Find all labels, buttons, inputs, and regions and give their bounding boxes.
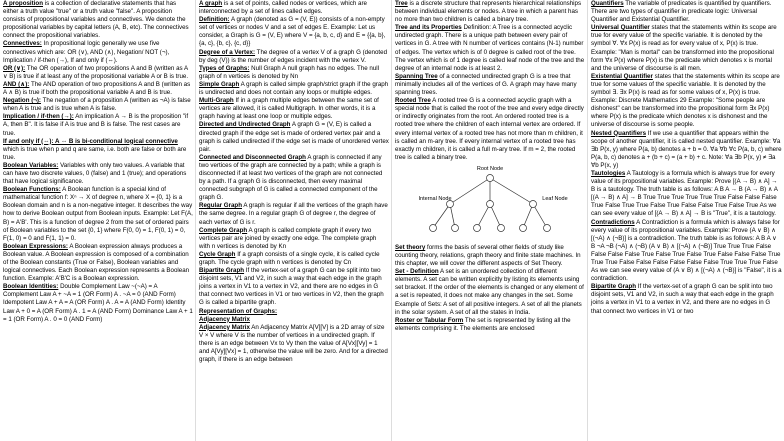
paragraph-heading: Bipartite Graph <box>591 283 637 291</box>
paragraph <box>591 73 782 130</box>
paragraph <box>395 73 585 97</box>
paragraph-text: A graph is regular if all the vertices of the graph have the same degree. In a regular graph G of degree r, the degree of each vertex of G is r. <box>199 202 388 226</box>
tree-leaf-node <box>474 224 481 231</box>
paragraph-heading: A proposition <box>3 0 43 7</box>
paragraph <box>199 202 389 226</box>
paragraph-text: A graph G = (V, E) is called a directed graph if the edge set is made of ordered vertex pair and a graph is called undirected if the edge set is made of unordered vertex pair. <box>199 121 389 153</box>
tree-edge <box>533 204 547 228</box>
paragraph-text: The negation of a proposition A (written as ¬A) is false when A is true and is true when A is false. <box>3 97 191 113</box>
paragraph-heading: Set theory <box>395 243 426 251</box>
paragraph-heading: Multi-Graph <box>199 97 234 105</box>
internal-node-label: Internal Node <box>418 195 452 202</box>
tree-edge <box>433 204 450 228</box>
paragraph-text: An implication A → B is the proposition "if A, then B". It is false if A is true and B is false. The rest cases are true. <box>3 113 189 137</box>
tree-internal-node <box>487 200 494 207</box>
paragraph-heading: A graph <box>199 0 223 7</box>
paragraph <box>3 186 193 243</box>
paragraph-text: is a set of points, called nodes or vertices, which are interconnected by a set of lines called edges. <box>199 0 367 16</box>
root-node-label: Root Node <box>476 165 504 172</box>
paragraph-text: states that the statements within its scope are true for every value of the specific variable. It is denoted by the symbol ∀. ∀x P(x) is read as for every value of x, P(x) is true. Example: "Man is mortal" can be transformed into the propositional form ∀x P(x) where P(x) is the predicate which denotes x is mortal and the universe of discourse is all men. <box>591 24 777 72</box>
paragraph <box>591 283 782 315</box>
paragraph <box>199 81 389 97</box>
paragraph-heading: Boolean Expressions: <box>3 242 68 250</box>
tree-diagram <box>415 164 568 242</box>
column-trees-and-sets <box>392 0 588 441</box>
paragraph <box>199 308 389 316</box>
paragraph-text: The variable of predicates is quantified by quantifiers. There are two types of quantifier in predicate logic: Universal Quantifier and Existential Quantifier. <box>591 0 772 24</box>
paragraph-text: is a discrete structure that represents hierarchical relationships between individual elements or nodes. A tree in which a parent has no more than two children is called a binary tree. <box>395 0 582 24</box>
paragraph-heading: Bipartite Graph <box>199 267 245 275</box>
paragraph-text: forms the basis of several other fields of study like counting theory, relations, graph theory and finite state machines. In this chapter, we will cover the different aspects of Set Theory. <box>395 243 581 268</box>
paragraph-heading: Rooted Tree <box>395 97 431 105</box>
paragraph-text: An Adjacency Matrix A[V][V] is a 2D array of size V × V where V is the number of vertices in a undirected graph. If there is an edge between Vx to Vy then the value of A[Vx][Vy] = 1 and A[Vy][Vx] = 1, otherwise the value will be zero. And for a directed graph, if there is an edge between <box>199 323 388 364</box>
paragraph-text: states that the statements within its scope are true for some values of the specific variable. It is denoted by the symbol ∃. ∃x P(x) is read as for some values of x, P(x) is true. Example: Discrete Mathematics 29 Example: "Some people are dishonest" can be transformed into the propositional form ∃x P(x) where P(x) is the predicate which denotes x is dishonest and the universe of discourse is some people. <box>591 72 780 129</box>
leaf-node-label: Leaf Node <box>542 195 568 202</box>
paragraph-heading: Connected and Disconnected Graph <box>199 153 306 161</box>
paragraph <box>395 97 585 162</box>
tree-edge <box>523 204 533 228</box>
paragraph-text: The set is represented by listing all the elements comprising it. The elements are enclosed <box>395 316 571 332</box>
tree-internal-node <box>530 200 537 207</box>
paragraph-heading: Existential Quantifier <box>591 72 653 80</box>
paragraph-heading: OR (∨): <box>3 64 26 72</box>
paragraph <box>199 16 389 48</box>
paragraph-heading: Degree of a Vertex: <box>199 48 256 56</box>
paragraph-heading: Regular Graph <box>199 202 242 210</box>
paragraph-text: Null Graph A null graph has no edges. The null graph of n vertices is denoted by Nn <box>199 64 380 80</box>
paragraph-text: A Boolean function is a special kind of mathematical function f: Xⁿ → X of degree n, where X = {0, 1} is a Boolean domain and n is a non-negative integer. It describes the way how to derive Boolean output from Boolean inputs. Example: Let F(A, B) = A'B'. This is a function of degree 2 from the set of ordered pairs of Boolean variables to the set {0, 1} where F(0, 0) = 1, F(0, 1) = 0, F(1, 0) = 0 and F(1, 1) = 0. <box>3 186 193 242</box>
paragraph-text: If the vertex-set of a graph G can be split into two disjoint sets, V1 and V2, in such a way that each edge in the graph joins a vertex in V1 to a vertex in V2, and there are no edges in G that connect two vertices in V1 or two vertices in V2, then the graph G is called a bipartite graph. <box>199 267 384 307</box>
paragraph <box>3 162 193 186</box>
paragraph-heading: Boolean Functions: <box>3 186 61 194</box>
paragraph-text: A Contradiction is a formula which is always false for every value of its propositional variables. Example: Prove (A ∨ B) ∧ [(¬A) ∧ (¬B)] is a contradiction. The truth table is as follows: A B A ∨ B ¬A ¬B (¬A) ∧ (¬B) (A ∨ B) ∧ [(¬A) ∧ (¬B)] True True True False False False False True False True False True False False False True True True False False False False False False True True True False As we can see every value of (A ∨ B) ∧ [(¬A) ∧ (¬B)] is "False", it is a contradiction. <box>591 218 782 283</box>
column-quantifiers <box>588 0 784 441</box>
column-graph-theory <box>196 0 392 441</box>
paragraph-text: A rooted tree G is a connected acyclic graph with a special node that is called the root of the tree and every edge directly or indirectly originates from the root. An ordered rooted tree is a rooted tree where the children of each internal vertex are ordered. If every internal vertex of a rooted tree has not more than m children, it is called an m-ary tree. If every internal vertex of a rooted tree has exactly m children, it is called a full m-ary tree. If m = 2, the rooted tree is called a binary tree. <box>395 97 584 161</box>
paragraph-text: Definition: A Tree is a connected acyclic undirected graph. There is a unique path between every pair of vertices in G. A tree with N number of vertices contains (N-1) number of edges. The vertex which is of 0 degree is called root of the tree. The vertex which is of 1 degree is called leaf node of the tree and the degree of an internal node is at least 2. <box>395 24 585 72</box>
paragraph <box>199 227 389 251</box>
tree-edge <box>477 204 490 228</box>
paragraph-heading: Quantifiers <box>591 0 624 7</box>
tree-leaf-node <box>544 224 551 231</box>
paragraph-heading: Nested Quantifiers <box>591 129 647 137</box>
paragraph-text: A graph (denoted as G = (V, E)) consists of a non-empty set of vertices or nodes V and a set of edges E. Example: Let us consider, a Graph is G = (V, E) where V = {a, b, c, d} and E = {{a, b}, {a, c}, {b, c}, {c, d}} <box>199 16 386 48</box>
paragraph <box>591 170 782 219</box>
paragraph <box>395 317 585 333</box>
tree-leaf-node <box>498 224 505 231</box>
paragraph <box>3 138 193 162</box>
paragraph <box>591 24 782 73</box>
paragraph <box>199 316 389 324</box>
paragraph <box>199 251 389 267</box>
paragraph <box>591 219 782 284</box>
tree-root-node <box>487 174 494 181</box>
paragraph-heading: If and only if (⇔): A ⇔ B is bi-conditional logical connective <box>3 137 178 145</box>
paragraph-text: A set is an unordered collection of different elements. A set can be written explicitly by listing its elements using set bracket. If the order of the elements is changed or any element of a set is repeated, it does not make any changes in the set. Some Example of Sets: A set of all positive integers. A set of all the planets in the solar system. A set of all the states in India. <box>395 268 584 316</box>
tree-edge <box>450 178 490 204</box>
paragraph-heading: Directed and Undirected Graph <box>199 121 291 129</box>
paragraph <box>199 121 389 153</box>
paragraph-heading: Adjacency Matrix <box>199 315 250 323</box>
paragraph-text: If the vertex-set of a graph G can be split into two disjoint sets, V1 and V2, in such a way that each edge in the graph joins a vertex in V1 to a vertex in V2, and there are no edges in G that connect two vertices in V1 or two <box>591 283 774 315</box>
paragraph-heading: Representation of Graphs: <box>199 307 278 315</box>
paragraph <box>199 267 389 307</box>
paragraph <box>199 154 389 203</box>
paragraph-text: A graph is called simple graph/strict graph if the graph is undirected and does not contain any loops or multiple edges. <box>199 80 389 97</box>
paragraph <box>395 24 585 73</box>
paragraph-heading: Complete Graph <box>199 226 248 234</box>
paragraph-heading: Connectives: <box>3 40 42 48</box>
column-propositional-logic <box>0 0 196 441</box>
paragraph-text: A graph is called complete graph if every two vertices pair are joined by exactly one edge. The complete graph with n vertices is denoted by Kn <box>199 226 377 250</box>
paragraph <box>3 97 193 113</box>
paragraph-text: If we use a quantifier that appears within the scope of another quantifier, it is called nested quantifier. Example: ∀a ∃b P(x, y) where P(a, b) denotes a + b = 0. ∀a ∀b ∀c P(a, b, c) where P(a, b, c) denotes a + (b + c) = (a + b) + c. Note: ∀a ∃b P(x, y) ≠ ∃a ∀b P(x, y) <box>591 129 782 169</box>
paragraph-heading: Boolean Variables: <box>3 161 59 169</box>
paragraph-text: A Tautology is a formula which is always true for every value of its propositional variables. Example: Prove [(A → B) ∧ A] → B is a tautology. The truth table is as follows: A B A → B (A → B) ∧ A [(A → B) ∧ A] → B True True True True True True False False False True False True True False True False False True False True As we can see every value of [(A → B) ∧ A] → B is "True", it is a tautology. <box>591 169 778 218</box>
paragraph-heading: Negation (¬): <box>3 97 41 105</box>
paragraph-text: The degree of a vertex V of a graph G (denoted by deg (V)) is the number of edges incident with the vertex V. <box>199 48 388 64</box>
paragraph <box>3 283 193 323</box>
paragraph-text: Variables with only two values. A variable that can have two discrete values, 0 (false) and 1 (true); and operations that have logical significance. <box>3 161 187 186</box>
paragraph-heading: Implication / if-then (→): <box>3 113 74 121</box>
paragraph-text: The OR operation of two propositions A and B (written as A ∨ B) is true if at least any of the propositional variable A or B is true. <box>3 64 189 80</box>
paragraph <box>395 268 585 317</box>
paragraph-text: If in a graph multiple edges between the same set of vertices are allowed, it is called Multigraph. In other words, it is a graph having at least one loop or multiple edges. <box>199 97 379 121</box>
paragraph-heading: Types of Graphs: <box>199 64 250 72</box>
tree-leaf-node <box>520 224 527 231</box>
paragraph <box>591 130 782 170</box>
paragraph-text: which is true when p and q are same, i.e. both are false or both are true. <box>3 145 187 161</box>
paragraph <box>395 0 585 24</box>
paragraph <box>3 0 193 40</box>
paragraph <box>395 244 585 268</box>
paragraph-text: A graph is connected if any two vertices of the graph are connected by a path; while a graph is disconnected if at least two vertices of the graph are not connected by a path. If a graph G is disconnected, then every maximal connected subgraph of G is called a connected component of the graph G. <box>199 153 383 202</box>
paragraph-heading: Contradictions <box>591 218 635 226</box>
paragraph-heading: Roster or Tabular Form <box>395 316 464 324</box>
paragraph <box>199 65 389 81</box>
tree-edge <box>490 178 533 204</box>
paragraph <box>3 81 193 97</box>
paragraph-heading: Cycle Graph <box>199 250 236 258</box>
paragraph-heading: Spanning Tree <box>395 72 438 80</box>
paragraph <box>199 324 389 364</box>
paragraph-heading: Definition: <box>199 16 230 24</box>
paragraph-heading: AND (∧): <box>3 80 30 88</box>
tree-leaf-node <box>430 224 437 231</box>
paragraph-heading: Adjacency Matrix <box>199 323 250 331</box>
paragraph-text: is a collection of declarative statements that has either a truth value "true" or a truth value "false". A proposition consists of propositional variables and connectives. We denote the propositional variables by capital letters (A, B, etc). The connectives connect the propositional variables. <box>3 0 189 40</box>
paragraph-heading: Tree <box>395 0 408 7</box>
paragraph <box>199 49 389 65</box>
paragraph <box>199 97 389 121</box>
paragraph-heading: Simple Graph <box>199 80 240 88</box>
paragraph <box>3 243 193 283</box>
tree-leaf-node <box>452 224 459 231</box>
paragraph <box>3 40 193 64</box>
paragraph-text: In propositional logic generally we use five connectives which are: OR (∨), AND (∧), Negation/ NOT (¬), Implication / if-then (→), If and only if (⇔). <box>3 40 170 64</box>
paragraph-heading: Tree and its Properties <box>395 24 462 32</box>
paragraph <box>199 0 389 16</box>
paragraph <box>591 0 782 24</box>
paragraph-heading: Universal Quantifier <box>591 24 650 32</box>
paragraph-heading: Tautologies <box>591 169 626 177</box>
paragraph-heading: Boolean Identities: <box>3 283 59 291</box>
paragraph <box>3 65 193 81</box>
paragraph <box>3 113 193 137</box>
paragraph-text: of a connected undirected graph G is a tree that minimally includes all of the vertices of G. A graph may have many spanning trees. <box>395 72 577 97</box>
paragraph-text: Double Complement Law ~(~A) = A Complement Law A + ~A = 1 (OR Form) A . ~A = 0 (AND Form) Idempotent Law A + A = A (OR Form) A . A = A (AND Form) Identity Law A + 0 = A (OR Form) A . 1 = A (AND Form) Dominance Law A + 1 = 1 (OR Form) A . 0 = 0 (AND Form) <box>3 283 193 323</box>
paragraph-text: A Boolean expression always produces a Boolean value. A Boolean expression is composed of a combination of the Boolean constants (True or False), Boolean variables and logical connectives. Each Boolean expression represents a Boolean function. Example: A'B'C is a Boolean expression. <box>3 242 190 283</box>
paragraph-text: If a graph consists of a single cycle, it is called cycle graph. The cycle graph with n vertices is denoted by Cn <box>199 250 380 266</box>
tree-edge <box>490 204 501 228</box>
paragraph-text: The AND operation of two propositions A and B (written as A ∧ B) is true if both the propositional variable A and B is true. <box>3 80 191 97</box>
paragraph-heading: Set - Definition <box>395 268 439 276</box>
